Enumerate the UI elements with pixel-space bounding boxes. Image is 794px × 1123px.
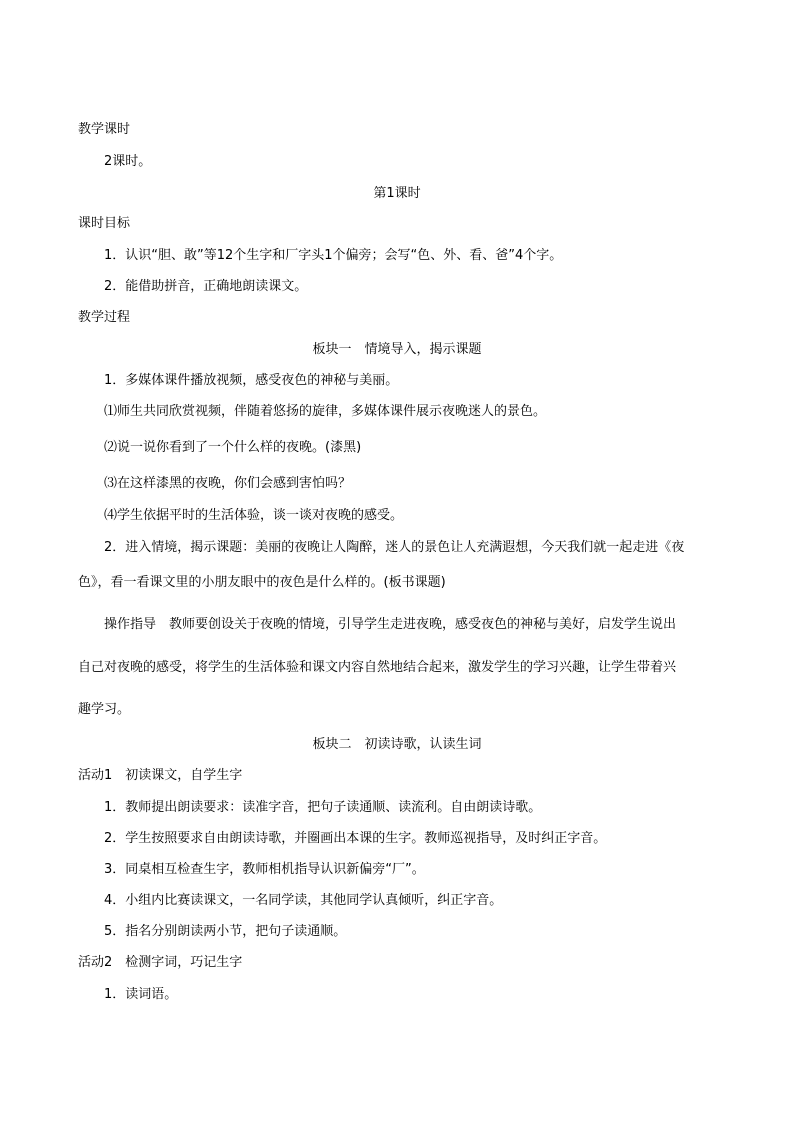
activity1-item: 2．学生按照要求自由朗读诗歌，并圈画出本课的生字。教师巡视指导，及时纠正字音。 <box>104 831 607 846</box>
activity1-item: 4．小组内比赛读课文，一名同学读，其他同学认真倾听，纠正字音。 <box>104 893 503 908</box>
process-heading: 教学过程 <box>78 310 131 325</box>
block1-item: 1．多媒体课件播放视频，感受夜色的神秘与美丽。 <box>104 373 399 388</box>
block1-item: 2．进入情境，揭示课题：美丽的夜晚让人陶醉，迷人的景色让人充满遐想，今天我们就一起走进《夜 <box>104 540 685 555</box>
teaching-hours-heading: 教学课时 <box>78 122 131 137</box>
operation-guide-line: 趣学习。 <box>78 702 131 717</box>
operation-guide-line: 操作指导 教师要创设关于夜晚的情境，引导学生走进夜晚，感受夜色的神秘与美好，启发学生说出 <box>104 617 677 632</box>
block1-subitem: ⑵说一说你看到了一个什么样的夜晚。(漆黑) <box>104 440 362 455</box>
lesson-title: 第1课时 <box>373 186 421 201</box>
operation-guide-line: 自己对夜晚的感受，将学生的生活体验和课文内容自然地结合起来，激发学生的学习兴趣，让学生带着兴 <box>78 660 677 675</box>
block1-title: 板块一 情境导入，揭示课题 <box>312 342 482 357</box>
block2-title: 板块二 初读诗歌，认读生词 <box>312 737 482 752</box>
objective-item: 2．能借助拼音，正确地朗读课文。 <box>104 279 308 294</box>
activity1-item: 5．指名分别朗读两小节，把句子读通顺。 <box>104 924 347 939</box>
activity1-heading: 活动1 初读课文，自学生字 <box>78 768 243 783</box>
block1-subitem: ⑷学生依据平时的生活体验，谈一谈对夜晚的感受。 <box>104 508 404 523</box>
block1-subitem: ⑴师生共同欣赏视频，伴随着悠扬的旋律，多媒体课件展示夜晚迷人的景色。 <box>104 404 547 419</box>
activity2-item: 1．读词语。 <box>104 987 178 1002</box>
objective-item: 1．认识“胆、敢”等12个生字和厂字头1个偏旁；会写“色、外、看、爸”4个字。 <box>104 248 563 263</box>
activity2-heading: 活动2 检测字词，巧记生字 <box>78 955 243 970</box>
block1-item-continued: 色》，看一看课文里的小朋友眼中的夜色是什么样的。(板书课题) <box>78 575 446 590</box>
block1-subitem: ⑶在这样漆黑的夜晚，你们会感到害怕吗？ <box>104 476 352 491</box>
activity1-item: 1．教师提出朗读要求：读准字音，把句子读通顺、读流利。自由朗读诗歌。 <box>104 800 542 815</box>
activity1-item: 3．同桌相互检查生字，教师相机指导认识新偏旁“厂”。 <box>104 862 425 877</box>
objectives-heading: 课时目标 <box>78 216 131 231</box>
teaching-hours-value: 2课时。 <box>104 154 152 169</box>
